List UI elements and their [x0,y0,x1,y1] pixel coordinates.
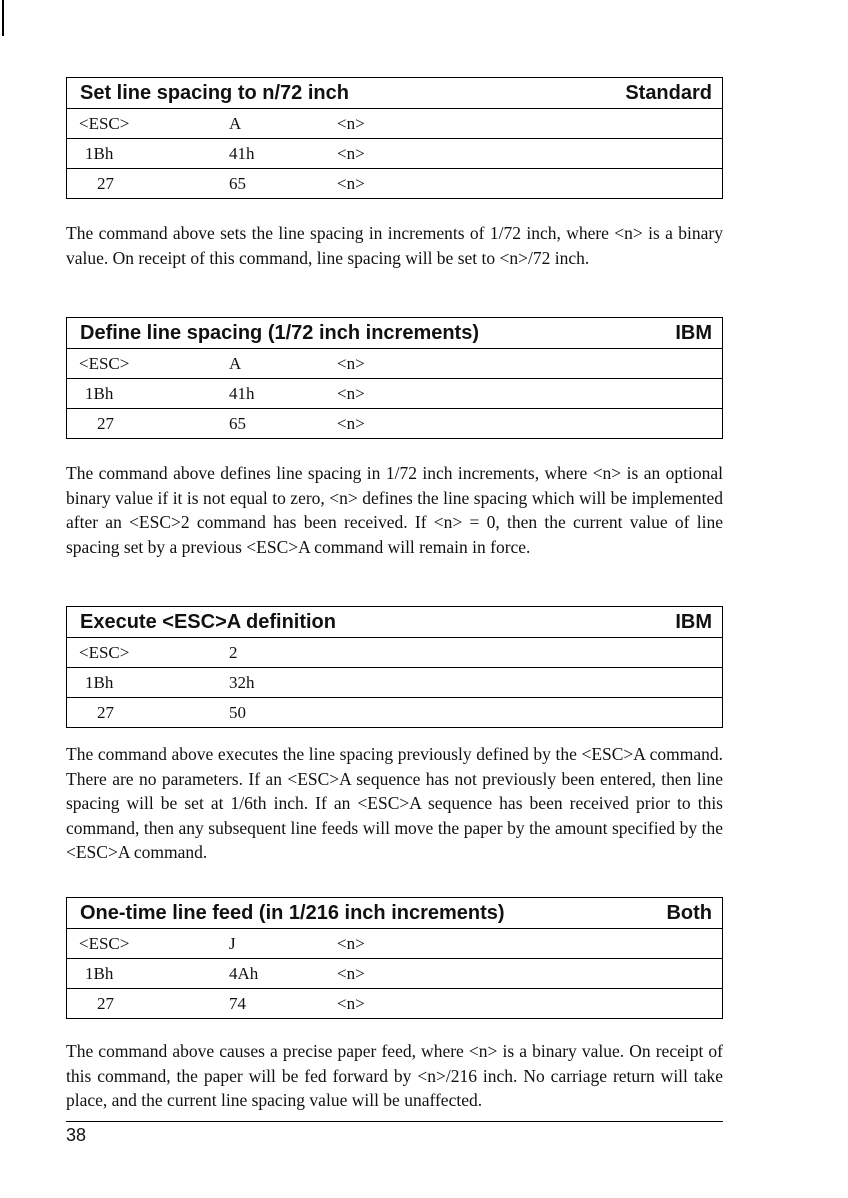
mode-label: Standard [625,81,712,104]
cell-decimal-parameter: <n> [337,414,365,433]
command-title: Define line spacing (1/72 inch increments) [80,321,480,344]
cell-decimal-prefix: 27 [97,414,114,433]
command-table-esc-2-ibm [66,606,723,728]
command-table-header [67,607,722,638]
cell-decimal-prefix: 27 [97,994,114,1013]
cell-decimal-code: 65 [229,174,246,193]
cell-decimal-prefix: 27 [97,703,114,722]
command-row-hex [67,959,722,989]
command-row-decimal [67,409,722,438]
command-row-ascii [67,349,722,379]
cell-hex-parameter: <n> [337,964,365,983]
cell-ascii-prefix: <ESC> [79,643,130,662]
page-number: 38 [66,1125,87,1145]
cell-ascii-parameter: <n> [337,114,365,133]
cell-hex-code: 41h [229,144,255,163]
cell-ascii-code: J [229,934,236,953]
command-table-header [67,318,722,349]
footer-divider [66,1121,723,1122]
command-row-ascii [67,109,722,139]
command-description: The command above causes a precise paper feed, where <n> is a binary value. On receipt of this command, the paper will be fed forward by <n>/216 inch. No carriage return will take place, and the current line spacing value will be unaffected. [66,1041,723,1110]
cell-hex-code: 41h [229,384,255,403]
command-row-decimal [67,698,722,727]
cell-ascii-parameter: <n> [337,934,365,953]
cell-hex-prefix: 1Bh [85,384,114,403]
command-description: The command above defines line spacing in 1/72 inch increments, where <n> is an optional binary value if it is not equal to zero, <n> defines the line spacing which will be implemented after an <ESC>2 command has been received. If <n> = 0, then the current value of line spacing set by a previous <ESC>A command will remain in force. [66,463,723,557]
command-table-header [67,78,722,109]
command-table-esc-j-both [66,897,723,1019]
cell-hex-parameter: <n> [337,144,365,163]
cell-ascii-prefix: <ESC> [79,354,130,373]
cell-ascii-code: 2 [229,643,238,662]
mode-label: Both [666,901,712,924]
cell-decimal-prefix: 27 [97,174,114,193]
command-row-hex [67,139,722,169]
cell-decimal-code: 50 [229,703,246,722]
cell-hex-code: 4Ah [229,964,259,983]
mode-label: IBM [675,321,712,344]
command-title: Execute <ESC>A definition [80,610,336,633]
cell-decimal-code: 65 [229,414,246,433]
cell-ascii-prefix: <ESC> [79,934,130,953]
cell-ascii-prefix: <ESC> [79,114,130,133]
command-description: The command above executes the line spacing previously defined by the <ESC>A command. There are no parameters. If an <ESC>A sequence has not previously been entered, then line spacing will be set at 1/6th inch. If an <ESC>A sequence has been received prior to this command, then any subsequent line feeds will move the paper by the amount specified by the <ESC>A command. [66,744,723,862]
cell-decimal-parameter: <n> [337,994,365,1013]
command-table-esc-a-ibm [66,317,723,439]
cell-ascii-code: A [229,354,242,373]
cell-hex-prefix: 1Bh [85,673,114,692]
command-row-decimal [67,989,722,1018]
cell-hex-prefix: 1Bh [85,964,114,983]
cell-hex-parameter: <n> [337,384,365,403]
cell-ascii-parameter: <n> [337,354,365,373]
mode-label: IBM [675,610,712,633]
command-row-hex [67,668,722,698]
command-row-hex [67,379,722,409]
command-title: One-time line feed (in 1/216 inch increments) [80,901,505,924]
command-row-ascii [67,638,722,668]
cell-decimal-code: 74 [229,994,246,1013]
scan-edge-mark [2,0,4,36]
command-title: Set line spacing to n/72 inch [80,81,349,104]
cell-hex-code: 32h [229,673,255,692]
command-description: The command above sets the line spacing in increments of 1/72 inch, where <n> is a binary value. On receipt of this command, line spacing will be set to <n>/72 inch. [66,223,723,268]
cell-decimal-parameter: <n> [337,174,365,193]
command-table-esc-a-standard [66,77,723,199]
command-row-decimal [67,169,722,198]
command-row-ascii [67,929,722,959]
cell-ascii-code: A [229,114,242,133]
command-table-header [67,898,722,929]
cell-hex-prefix: 1Bh [85,144,114,163]
